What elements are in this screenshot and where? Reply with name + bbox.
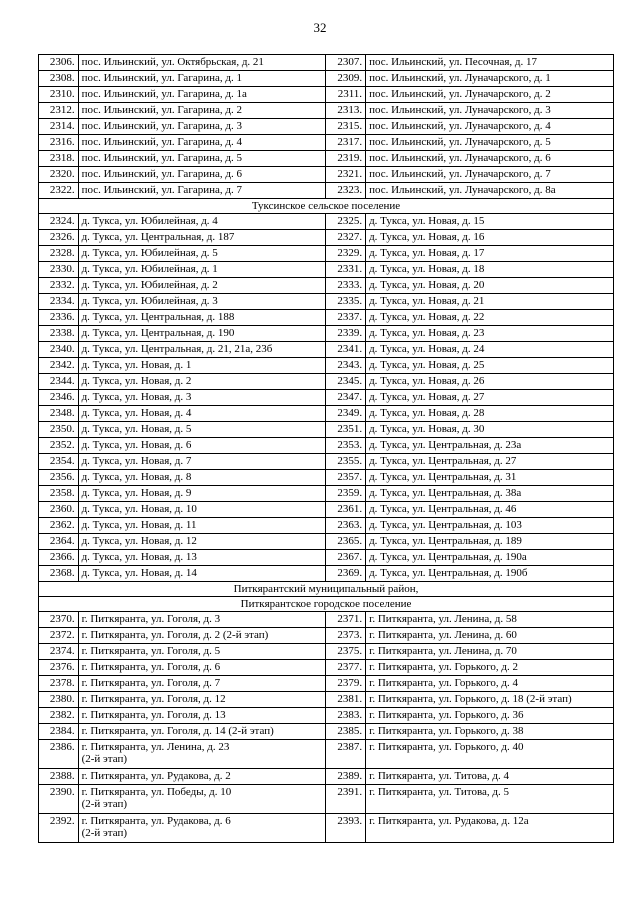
entry-number: 2319. bbox=[326, 151, 366, 167]
entry-number: 2356. bbox=[39, 470, 79, 486]
entry-number: 2332. bbox=[39, 278, 79, 294]
table-row bbox=[39, 644, 614, 660]
entry-number: 2362. bbox=[39, 518, 79, 534]
entry-address: пос. Ильинский, ул. Песочная, д. 17 bbox=[366, 55, 614, 71]
entry-address: пос. Ильинский, ул. Луначарского, д. 3 bbox=[366, 103, 614, 119]
entry-address: пос. Ильинский, ул. Октябрьская, д. 21 bbox=[78, 55, 326, 71]
entry-number: 2334. bbox=[39, 294, 79, 310]
entry-number: 2321. bbox=[326, 167, 366, 183]
entry-address: пос. Ильинский, ул. Луначарского, д. 6 bbox=[366, 151, 614, 167]
table-row bbox=[39, 769, 614, 785]
entry-number: 2341. bbox=[326, 342, 366, 358]
entry-number: 2390. bbox=[39, 785, 79, 814]
entry-address: д. Тукса, ул. Новая, д. 28 bbox=[366, 406, 614, 422]
entry-number: 2314. bbox=[39, 119, 79, 135]
entry-number: 2370. bbox=[39, 612, 79, 628]
entry-address: д. Тукса, ул. Центральная, д. 190 bbox=[78, 326, 326, 342]
entry-number: 2377. bbox=[326, 660, 366, 676]
entry-address: пос. Ильинский, ул. Гагарина, д. 4 bbox=[78, 135, 326, 151]
entry-number: 2328. bbox=[39, 246, 79, 262]
entry-address: г. Питкяранта, ул. Рудакова, д. 12а bbox=[366, 814, 614, 843]
table-row bbox=[39, 534, 614, 550]
entry-address: д. Тукса, ул. Новая, д. 10 bbox=[78, 502, 326, 518]
entry-number: 2368. bbox=[39, 566, 79, 582]
entry-address: пос. Ильинский, ул. Луначарского, д. 8а bbox=[366, 183, 614, 199]
entry-number: 2360. bbox=[39, 502, 79, 518]
entry-address: г. Питкяранта, ул. Горького, д. 4 bbox=[366, 676, 614, 692]
page-number: 32 bbox=[313, 20, 327, 35]
entry-address: пос. Ильинский, ул. Луначарского, д. 4 bbox=[366, 119, 614, 135]
table-row bbox=[39, 566, 614, 582]
entry-number: 2317. bbox=[326, 135, 366, 151]
entry-address: г. Питкяранта, ул. Горького, д. 40 bbox=[366, 740, 614, 769]
table-row bbox=[39, 502, 614, 518]
entry-address: д. Тукса, ул. Новая, д. 12 bbox=[78, 534, 326, 550]
entry-number: 2372. bbox=[39, 628, 79, 644]
section-heading: Питкярантское городское поселение bbox=[39, 597, 614, 612]
entry-address: г. Питкяранта, ул. Гоголя, д. 6 bbox=[78, 660, 326, 676]
entry-number: 2361. bbox=[326, 502, 366, 518]
entry-address: д. Тукса, ул. Центральная, д. 188 bbox=[78, 310, 326, 326]
entry-address: д. Тукса, ул. Новая, д. 8 bbox=[78, 470, 326, 486]
entry-number: 2385. bbox=[326, 724, 366, 740]
entry-number: 2316. bbox=[39, 135, 79, 151]
entry-address: пос. Ильинский, ул. Гагарина, д. 1а bbox=[78, 87, 326, 103]
entry-address: д. Тукса, ул. Новая, д. 16 bbox=[366, 230, 614, 246]
entry-address: д. Тукса, ул. Новая, д. 13 bbox=[78, 550, 326, 566]
table-row bbox=[39, 342, 614, 358]
entry-number: 2308. bbox=[39, 71, 79, 87]
entry-number: 2315. bbox=[326, 119, 366, 135]
entry-address: д. Тукса, ул. Новая, д. 14 bbox=[78, 566, 326, 582]
entry-address: д. Тукса, ул. Новая, д. 22 bbox=[366, 310, 614, 326]
table-row bbox=[39, 724, 614, 740]
entry-number: 2367. bbox=[326, 550, 366, 566]
table-row bbox=[39, 310, 614, 326]
entry-number: 2364. bbox=[39, 534, 79, 550]
entry-number: 2380. bbox=[39, 692, 79, 708]
entry-number: 2333. bbox=[326, 278, 366, 294]
entry-number: 2365. bbox=[326, 534, 366, 550]
entry-number: 2347. bbox=[326, 390, 366, 406]
entry-number: 2326. bbox=[39, 230, 79, 246]
entry-address: г. Питкяранта, ул. Гоголя, д. 5 bbox=[78, 644, 326, 660]
table-row bbox=[39, 55, 614, 71]
entry-number: 2313. bbox=[326, 103, 366, 119]
entry-address: г. Питкяранта, ул. Гоголя, д. 12 bbox=[78, 692, 326, 708]
entry-address: д. Тукса, ул. Новая, д. 1 bbox=[78, 358, 326, 374]
entry-number: 2339. bbox=[326, 326, 366, 342]
entry-number: 2309. bbox=[326, 71, 366, 87]
entry-address: д. Тукса, ул. Новая, д. 24 bbox=[366, 342, 614, 358]
entry-number: 2381. bbox=[326, 692, 366, 708]
section-heading-row bbox=[39, 199, 614, 214]
table-row bbox=[39, 470, 614, 486]
entry-address: г. Питкяранта, ул. Титова, д. 4 bbox=[366, 769, 614, 785]
entry-address: д. Тукса, ул. Новая, д. 4 bbox=[78, 406, 326, 422]
entry-address: д. Тукса, ул. Новая, д. 25 bbox=[366, 358, 614, 374]
entry-number: 2335. bbox=[326, 294, 366, 310]
entry-address: г. Питкяранта, ул. Горького, д. 36 bbox=[366, 708, 614, 724]
registry-body bbox=[39, 55, 614, 843]
entry-address: д. Тукса, ул. Юбилейная, д. 5 bbox=[78, 246, 326, 262]
entry-address: д. Тукса, ул. Центральная, д. 103 bbox=[366, 518, 614, 534]
entry-number: 2327. bbox=[326, 230, 366, 246]
section-heading-row bbox=[39, 597, 614, 612]
table-row bbox=[39, 438, 614, 454]
entry-address: пос. Ильинский, ул. Луначарского, д. 2 bbox=[366, 87, 614, 103]
entry-address: пос. Ильинский, ул. Гагарина, д. 1 bbox=[78, 71, 326, 87]
table-row bbox=[39, 390, 614, 406]
entry-number: 2383. bbox=[326, 708, 366, 724]
table-row bbox=[39, 326, 614, 342]
entry-address: д. Тукса, ул. Новая, д. 18 bbox=[366, 262, 614, 278]
entry-address: г. Питкяранта, ул. Горького, д. 18 (2-й этап) bbox=[366, 692, 614, 708]
entry-number: 2382. bbox=[39, 708, 79, 724]
table-row bbox=[39, 676, 614, 692]
entry-address: г. Питкяранта, ул. Рудакова, д. 2 bbox=[78, 769, 326, 785]
entry-number: 2375. bbox=[326, 644, 366, 660]
table-row bbox=[39, 422, 614, 438]
entry-address: г. Питкяранта, ул. Горького, д. 38 bbox=[366, 724, 614, 740]
entry-number: 2389. bbox=[326, 769, 366, 785]
entry-number: 2320. bbox=[39, 167, 79, 183]
entry-address: д. Тукса, ул. Новая, д. 6 bbox=[78, 438, 326, 454]
entry-address: д. Тукса, ул. Новая, д. 21 bbox=[366, 294, 614, 310]
entry-number: 2369. bbox=[326, 566, 366, 582]
entry-address: г. Питкяранта, ул. Рудакова, д. 6 (2-й этап) bbox=[78, 814, 326, 843]
entry-number: 2366. bbox=[39, 550, 79, 566]
entry-number: 2310. bbox=[39, 87, 79, 103]
entry-number: 2376. bbox=[39, 660, 79, 676]
entry-number: 2336. bbox=[39, 310, 79, 326]
section-heading: Питкярантский муниципальный район, bbox=[39, 582, 614, 597]
entry-number: 2324. bbox=[39, 214, 79, 230]
entry-address: д. Тукса, ул. Юбилейная, д. 2 bbox=[78, 278, 326, 294]
entry-address: пос. Ильинский, ул. Гагарина, д. 5 bbox=[78, 151, 326, 167]
entry-number: 2359. bbox=[326, 486, 366, 502]
entry-number: 2342. bbox=[39, 358, 79, 374]
table-row bbox=[39, 167, 614, 183]
entry-address: д. Тукса, ул. Новая, д. 3 bbox=[78, 390, 326, 406]
entry-address: пос. Ильинский, ул. Гагарина, д. 3 bbox=[78, 119, 326, 135]
entry-address: г. Питкяранта, ул. Титова, д. 5 bbox=[366, 785, 614, 814]
entry-number: 2387. bbox=[326, 740, 366, 769]
entry-address: д. Тукса, ул. Новая, д. 9 bbox=[78, 486, 326, 502]
entry-number: 2373. bbox=[326, 628, 366, 644]
entry-address: д. Тукса, ул. Центральная, д. 189 bbox=[366, 534, 614, 550]
table-row bbox=[39, 71, 614, 87]
entry-address: пос. Ильинский, ул. Луначарского, д. 1 bbox=[366, 71, 614, 87]
entry-number: 2388. bbox=[39, 769, 79, 785]
table-row bbox=[39, 230, 614, 246]
entry-address: д. Тукса, ул. Новая, д. 15 bbox=[366, 214, 614, 230]
entry-number: 2346. bbox=[39, 390, 79, 406]
table-row bbox=[39, 183, 614, 199]
entry-number: 2354. bbox=[39, 454, 79, 470]
entry-address: д. Тукса, ул. Новая, д. 5 bbox=[78, 422, 326, 438]
table-row bbox=[39, 612, 614, 628]
table-row bbox=[39, 262, 614, 278]
entry-number: 2351. bbox=[326, 422, 366, 438]
entry-number: 2307. bbox=[326, 55, 366, 71]
entry-address: д. Тукса, ул. Центральная, д. 187 bbox=[78, 230, 326, 246]
entry-address: д. Тукса, ул. Центральная, д. 190б bbox=[366, 566, 614, 582]
table-row bbox=[39, 740, 614, 769]
entry-address: д. Тукса, ул. Новая, д. 11 bbox=[78, 518, 326, 534]
entry-number: 2371. bbox=[326, 612, 366, 628]
entry-number: 2330. bbox=[39, 262, 79, 278]
entry-address: г. Питкяранта, ул. Ленина, д. 60 bbox=[366, 628, 614, 644]
table-row bbox=[39, 660, 614, 676]
table-row bbox=[39, 486, 614, 502]
section-heading: Туксинское сельское поселение bbox=[39, 199, 614, 214]
entry-number: 2343. bbox=[326, 358, 366, 374]
table-row bbox=[39, 278, 614, 294]
entry-number: 2358. bbox=[39, 486, 79, 502]
entry-address: д. Тукса, ул. Центральная, д. 21, 21а, 23б bbox=[78, 342, 326, 358]
table-row bbox=[39, 135, 614, 151]
entry-number: 2349. bbox=[326, 406, 366, 422]
table-row bbox=[39, 518, 614, 534]
entry-number: 2338. bbox=[39, 326, 79, 342]
table-row bbox=[39, 550, 614, 566]
entry-number: 2352. bbox=[39, 438, 79, 454]
entry-number: 2340. bbox=[39, 342, 79, 358]
table-row bbox=[39, 692, 614, 708]
entry-address: д. Тукса, ул. Новая, д. 17 bbox=[366, 246, 614, 262]
table-row bbox=[39, 406, 614, 422]
entry-address: д. Тукса, ул. Новая, д. 2 bbox=[78, 374, 326, 390]
table-row bbox=[39, 214, 614, 230]
table-row bbox=[39, 374, 614, 390]
entry-number: 2355. bbox=[326, 454, 366, 470]
entry-address: д. Тукса, ул. Центральная, д. 27 bbox=[366, 454, 614, 470]
table-row bbox=[39, 358, 614, 374]
entry-number: 2379. bbox=[326, 676, 366, 692]
entry-address: д. Тукса, ул. Новая, д. 30 bbox=[366, 422, 614, 438]
entry-address: д. Тукса, ул. Юбилейная, д. 1 bbox=[78, 262, 326, 278]
entry-address: пос. Ильинский, ул. Гагарина, д. 2 bbox=[78, 103, 326, 119]
entry-number: 2323. bbox=[326, 183, 366, 199]
entry-address: г. Питкяранта, ул. Гоголя, д. 14 (2-й этап) bbox=[78, 724, 326, 740]
entry-number: 2384. bbox=[39, 724, 79, 740]
entry-address: д. Тукса, ул. Центральная, д. 38а bbox=[366, 486, 614, 502]
entry-number: 2353. bbox=[326, 438, 366, 454]
entry-number: 2311. bbox=[326, 87, 366, 103]
entry-address: пос. Ильинский, ул. Луначарского, д. 7 bbox=[366, 167, 614, 183]
entry-address: д. Тукса, ул. Центральная, д. 46 bbox=[366, 502, 614, 518]
entry-number: 2348. bbox=[39, 406, 79, 422]
table-row bbox=[39, 119, 614, 135]
entry-number: 2386. bbox=[39, 740, 79, 769]
entry-number: 2392. bbox=[39, 814, 79, 843]
entry-address: д. Тукса, ул. Центральная, д. 31 bbox=[366, 470, 614, 486]
table-row bbox=[39, 246, 614, 262]
entry-address: д. Тукса, ул. Новая, д. 7 bbox=[78, 454, 326, 470]
table-row bbox=[39, 785, 614, 814]
entry-address: д. Тукса, ул. Юбилейная, д. 3 bbox=[78, 294, 326, 310]
entry-address: г. Питкяранта, ул. Гоголя, д. 3 bbox=[78, 612, 326, 628]
entry-address: д. Тукса, ул. Новая, д. 27 bbox=[366, 390, 614, 406]
entry-number: 2337. bbox=[326, 310, 366, 326]
entry-number: 2378. bbox=[39, 676, 79, 692]
table-row bbox=[39, 628, 614, 644]
entry-number: 2357. bbox=[326, 470, 366, 486]
table-row bbox=[39, 103, 614, 119]
table-row bbox=[39, 708, 614, 724]
entry-number: 2350. bbox=[39, 422, 79, 438]
address-registry-table bbox=[38, 54, 614, 843]
entry-address: д. Тукса, ул. Юбилейная, д. 4 bbox=[78, 214, 326, 230]
table-row bbox=[39, 454, 614, 470]
entry-number: 2363. bbox=[326, 518, 366, 534]
entry-address: д. Тукса, ул. Центральная, д. 23а bbox=[366, 438, 614, 454]
entry-address: г. Питкяранта, ул. Гоголя, д. 2 (2-й этап) bbox=[78, 628, 326, 644]
entry-number: 2312. bbox=[39, 103, 79, 119]
entry-address: г. Питкяранта, ул. Ленина, д. 23 (2-й этап) bbox=[78, 740, 326, 769]
entry-number: 2374. bbox=[39, 644, 79, 660]
table-row bbox=[39, 814, 614, 843]
entry-number: 2306. bbox=[39, 55, 79, 71]
entry-number: 2331. bbox=[326, 262, 366, 278]
entry-number: 2344. bbox=[39, 374, 79, 390]
section-heading-row bbox=[39, 582, 614, 597]
entry-address: пос. Ильинский, ул. Гагарина, д. 6 bbox=[78, 167, 326, 183]
entry-number: 2325. bbox=[326, 214, 366, 230]
table-row bbox=[39, 87, 614, 103]
entry-address: д. Тукса, ул. Новая, д. 26 bbox=[366, 374, 614, 390]
entry-address: г. Питкяранта, ул. Гоголя, д. 7 bbox=[78, 676, 326, 692]
entry-address: пос. Ильинский, ул. Гагарина, д. 7 bbox=[78, 183, 326, 199]
entry-address: д. Тукса, ул. Центральная, д. 190а bbox=[366, 550, 614, 566]
entry-number: 2318. bbox=[39, 151, 79, 167]
table-row bbox=[39, 151, 614, 167]
entry-number: 2329. bbox=[326, 246, 366, 262]
table-row bbox=[39, 294, 614, 310]
entry-address: г. Питкяранта, ул. Ленина, д. 58 bbox=[366, 612, 614, 628]
entry-address: д. Тукса, ул. Новая, д. 20 bbox=[366, 278, 614, 294]
entry-number: 2391. bbox=[326, 785, 366, 814]
entry-number: 2345. bbox=[326, 374, 366, 390]
entry-number: 2322. bbox=[39, 183, 79, 199]
entry-address: пос. Ильинский, ул. Луначарского, д. 5 bbox=[366, 135, 614, 151]
entry-address: г. Питкяранта, ул. Горького, д. 2 bbox=[366, 660, 614, 676]
entry-address: д. Тукса, ул. Новая, д. 23 bbox=[366, 326, 614, 342]
entry-address: г. Питкяранта, ул. Гоголя, д. 13 bbox=[78, 708, 326, 724]
entry-address: г. Питкяранта, ул. Ленина, д. 70 bbox=[366, 644, 614, 660]
entry-address: г. Питкяранта, ул. Победы, д. 10 (2-й этап) bbox=[78, 785, 326, 814]
entry-number: 2393. bbox=[326, 814, 366, 843]
